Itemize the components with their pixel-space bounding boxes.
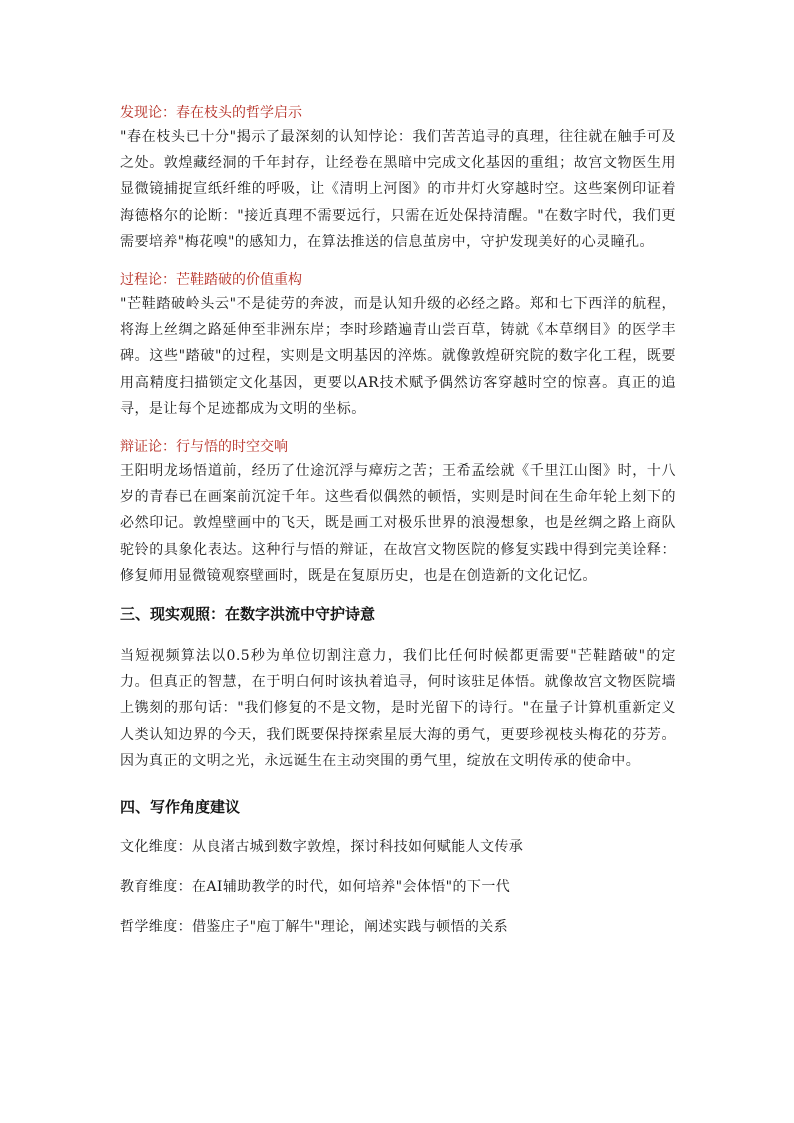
suggestion-item-culture: 文化维度：从良渚古城到数字敦煌，探讨科技如何赋能人文传承 [120,839,524,856]
dialectic-heading: 辩证论：行与悟的时空交响 [120,439,288,456]
discovery-paragraph: "春在枝头已十分"揭示了最深刻的认知悖论：我们苦苦追寻的真理，往往就在触手可及之处。敦煌藏经洞的千年封存，让经卷在黑暗中完成文化基因的重组；故宫文物医生用显微镜捕捉宣纸纤维的呼吸，让《清明上河图》的市井灯火穿越时空。这些案例印证着海德格尔的论断："接近真理不需要远行，只需在近处保持清醒。"在数字时代，我们更需要培养"梅花嗅"的感知力，在算法推送的信息茧房中，守护发现美好的心灵瞳孔。 [120,129,676,250]
suggestions-section-heading: 四、写作角度建议 [120,798,241,817]
discovery-heading: 发现论：春在枝头的哲学启示 [120,105,302,121]
suggestion-item-philosophy: 哲学维度：借鉴庄子"庖丁解牛"理论，阐述实践与顿悟的关系 [120,919,509,936]
reality-section-heading: 三、现实观照：在数字洪流中守护诗意 [120,605,376,624]
dialectic-paragraph: 王阳明龙场悟道前，经历了仕途沉浮与瘴疠之苦；王希孟绘就《千里江山图》时，十八岁的青春已在画案前沉淀千年。这些看似偶然的顿悟，实则是时间在生命年轮上刻下的必然印记。敦煌壁画中的飞天，既是画工对极乐世界的浪漫想象，也是丝绸之路上商队驼铃的具象化表达。这种行与悟的辩证，在故宫文物医院的修复实践中得到完美诠释：修复师用显微镜观察壁画时，既是在复原历史，也是在创造新的文化记忆。 [120,463,676,584]
suggestion-item-education: 教育维度：在AI辅助教学的时代，如何培养"会体悟"的下一代 [120,879,511,896]
process-heading: 过程论：芒鞋踏破的价值重构 [120,272,302,289]
document-page [120,96,676,956]
process-paragraph: "芒鞋踏破岭头云"不是徒劳的奔波，而是认知升级的必经之路。郑和七下西洋的航程，将海上丝绸之路延伸至非洲东岸；李时珍踏遍青山尝百草，铸就《本草纲目》的医学丰碑。这些"踏破"的过程，实则是文明基因的淬炼。就像敦煌研究院的数字化工程，既要用高精度扫描锁定文化基因，更要以AR技术赋予偶然访客穿越时空的惊喜。真正的追寻，是让每个足迹都成为文明的坐标。 [120,296,676,417]
reality-paragraph: 当短视频算法以0.5秒为单位切割注意力，我们比任何时候都更需要"芒鞋踏破"的定力。但真正的智慧，在于明白何时该执着追寻，何时该驻足体悟。就像故宫文物医院墙上镌刻的那句话："我们修复的不是文物，是时光留下的诗行。"在量子计算机重新定义人类认知边界的今天，我们既要保持探索星辰大海的勇气，更要珍视枝头梅花的芬芳。因为真正的文明之光，永远诞生在主动突围的勇气里，绽放在文明传承的使命中。 [120,648,676,769]
